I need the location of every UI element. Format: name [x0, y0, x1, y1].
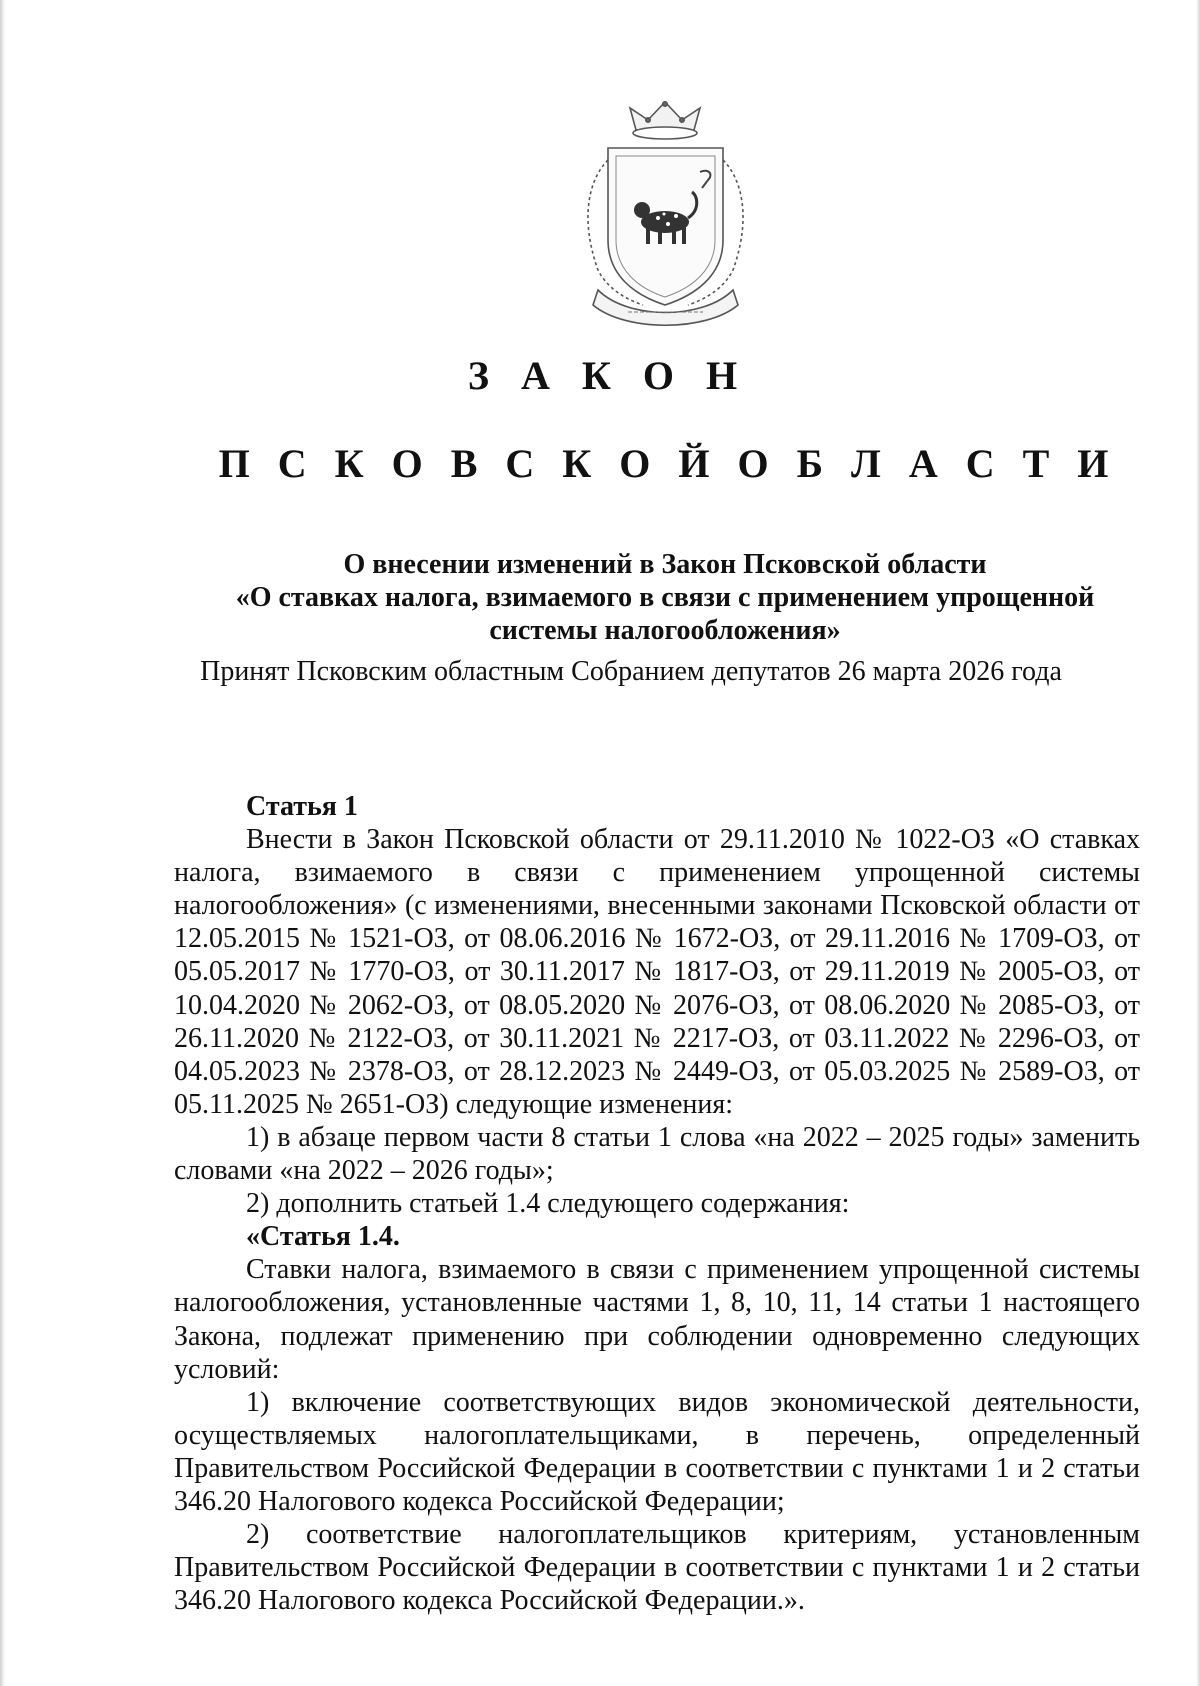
- article-1-heading: Статья 1: [246, 791, 358, 822]
- condition-1: 1) включение соответствующих видов экономической деятельности, осуществляемых налогоплательщиками, в перечень, определенный Правительством Российской Федерации в соответствии с пунктами 1 и 2 статьи 346.20 Налогового кодекса Российской Федерации;: [174, 1386, 1140, 1517]
- amendment-item-1: 1) в абзаце первом части 8 статьи 1 слова «на 2022 – 2025 годы» заменить словами «на 2022 – 2026 годы»;: [174, 1121, 1140, 1187]
- subject-line: системы налогообложения»: [489, 615, 841, 646]
- region-title: П С К О В С К О Й О Б Л А С Т И: [218, 441, 1118, 486]
- article-1-intro: Внести в Закон Псковской области от 29.11.2010 № 1022-ОЗ «О ставках налога, взимаемого в связи с применением упрощенной системы налогообложения» (с изменениями, внесенными законами Псковской области от 12.05.2015 № 1521-ОЗ, от 08.06.2016 № 1672-ОЗ, от 29.11.2016 № 1709-ОЗ, от 05.05.2017 № 1770-ОЗ, от 30.11.2017 № 1817-ОЗ, от 29.11.2019 № 2005-ОЗ, от 10.04.2020 № 2062-ОЗ, от 08.05.2020 № 2076-ОЗ, от 08.06.2020 № 2085-ОЗ, от 26.11.2020 № 2122-ОЗ, от 30.11.2021 № 2217-ОЗ, от 03.11.2022 № 2296-ОЗ, от 04.05.2023 № 2378-ОЗ, от 28.12.2023 № 2449-ОЗ, от 05.03.2025 № 2589-ОЗ, от 05.11.2025 № 2651-ОЗ) следующие изменения:: [174, 824, 1140, 1120]
- amendment-item-2: 2) дополнить статьей 1.4 следующего содержания:: [246, 1188, 850, 1220]
- article-1-4-heading: «Статья 1.4.: [246, 1221, 400, 1253]
- adoption-note: Принят Псковским областным Собранием депутатов 26 марта 2026 года: [200, 656, 1062, 687]
- pskov-oblast-coat-of-arms-icon: [568, 100, 763, 332]
- subject-line: «О ставках налога, взимаемого в связи с применением упрощенной: [235, 582, 1095, 613]
- law-subject: [150, 548, 1180, 647]
- scan-edge-right: [1196, 0, 1200, 1686]
- scan-edge-left: [0, 0, 6, 1686]
- condition-2: 2) соответствие налогоплательщиков критериям, установленным Правительством Российской Федерации в соответствии с пунктами 1 и 2 статьи 346.20 Налогового кодекса Российской Федерации.».: [174, 1519, 1140, 1617]
- subject-line: О внесении изменений в Закон Псковской области: [343, 549, 987, 580]
- law-title: З А К О Н: [467, 353, 749, 398]
- article-1-4-text: Ставки налога, взимаемого в связи с применением упрощенной системы налогообложения, установленные частями 1, 8, 10, 11, 14 статьи 1 настоящего Закона, подлежат применению при соблюдении одновременно следующих условий:: [174, 1254, 1140, 1385]
- law-body: [174, 790, 1140, 1617]
